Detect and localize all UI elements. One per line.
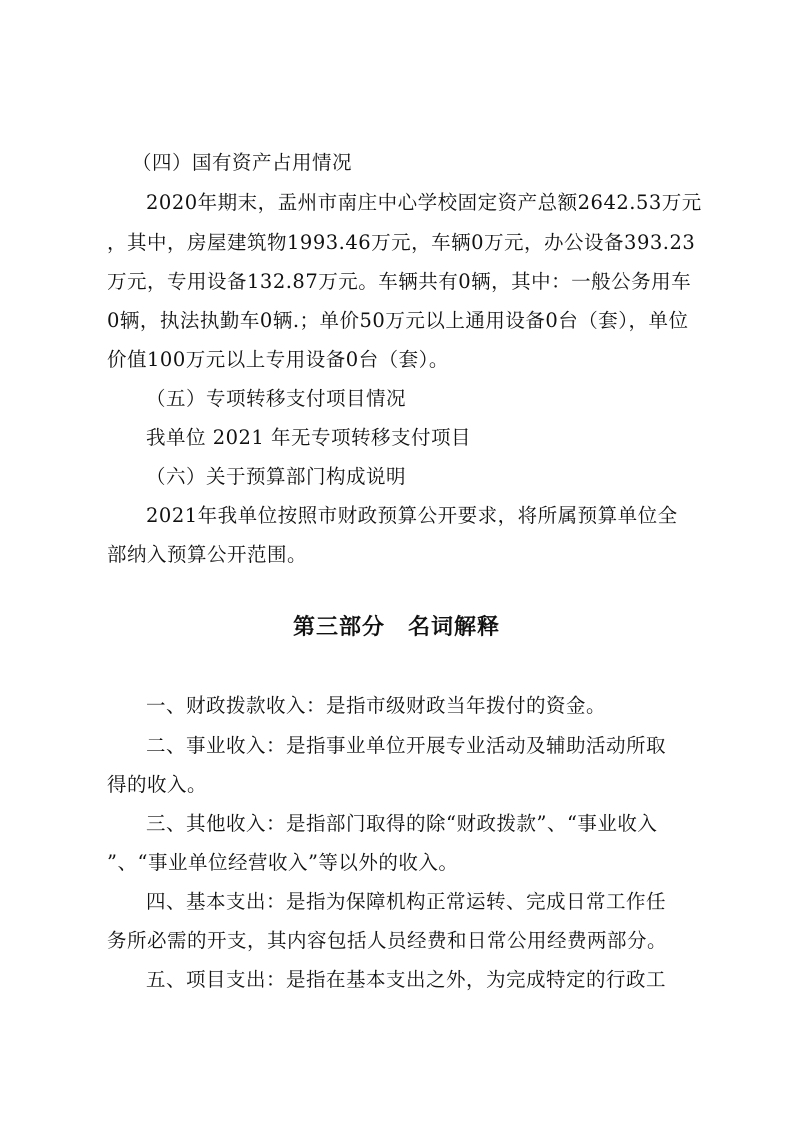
section-6-heading: （六）关于预算部门构成说明	[146, 465, 407, 488]
part-3-line-5: ”、“事业单位经营收入”等以外的收入。	[107, 851, 459, 874]
section-5-heading: （五）专项转移支付项目情况	[146, 387, 407, 410]
part-3-line-3: 得的收入。	[107, 773, 208, 796]
section-4-line-3: 万元，专用设备132.87万元。车辆共有0辆，其中：一般公务用车	[107, 270, 692, 293]
part-3-line-4: 三、其他收入：是指部门取得的除“财政拨款”、“事业收入	[146, 812, 658, 835]
part-3-line-1: 一、财政拨款收入：是指市级财政当年拨付的资金。	[146, 694, 607, 717]
section-6-line-2: 部纳入预算公开范围。	[107, 543, 308, 566]
section-4-line-4: 0辆，执法执勤车0辆.；单价50万元以上通用设备0台（套），单位	[107, 309, 689, 332]
part-3-title: 第三部分 名词解释	[292, 615, 500, 640]
section-5-line-1: 我单位 2021 年无专项转移支付项目	[146, 426, 472, 449]
section-4-line-5: 价值100万元以上专用设备0台（套）。	[107, 348, 449, 371]
section-4-line-1: 2020年期末，盂州市南庄中心学校固定资产总额2642.53万元	[146, 191, 702, 214]
part-3-line-8: 五、项目支出：是指在基本支出之外，为完成特定的行政工	[146, 968, 667, 991]
part-3-line-2: 二、事业收入：是指事业单位开展专业活动及辅助活动所取	[146, 734, 667, 757]
section-6-line-1: 2021年我单位按照市财政预算公开要求，将所属预算单位全	[146, 504, 678, 527]
section-4-heading: （四）国有资产占用情况	[132, 151, 353, 174]
part-3-line-7: 务所必需的开支，其内容包括人员经费和日常公用经费两部分。	[107, 929, 668, 952]
section-4-line-2: ，其中，房屋建筑物1993.46万元，车辆0万元，办公设备393.23	[107, 231, 696, 254]
part-3-line-6: 四、基本支出：是指为保障机构正常运转、完成日常工作任	[146, 890, 667, 913]
